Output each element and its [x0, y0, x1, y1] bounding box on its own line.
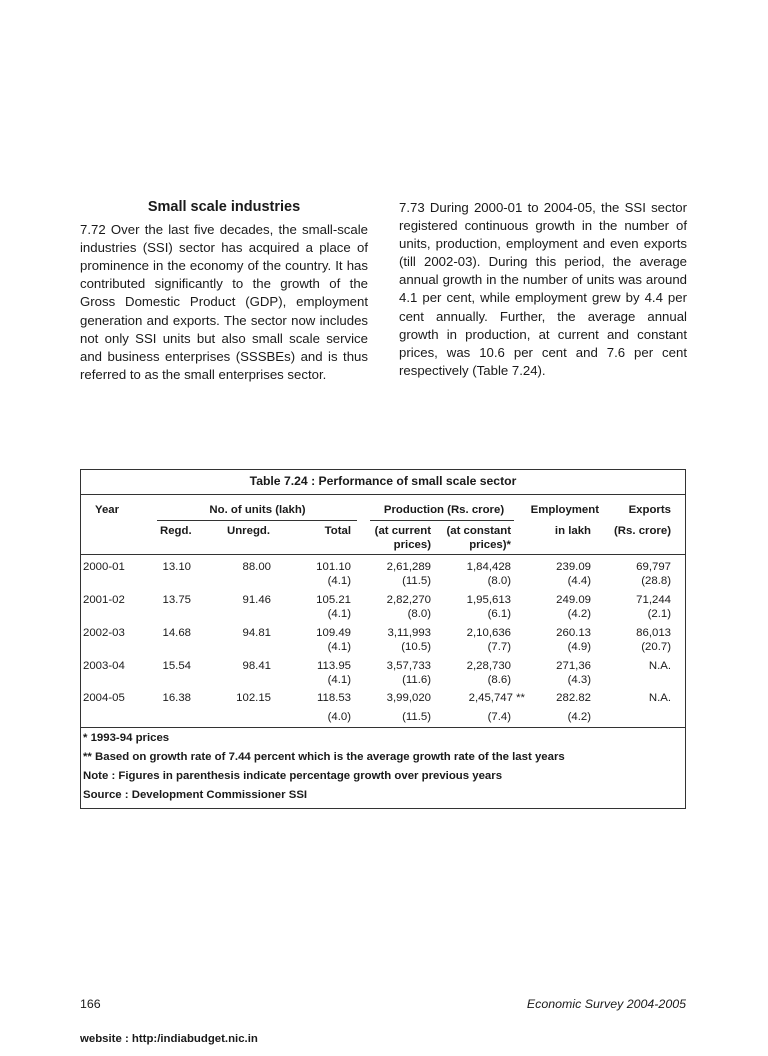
note-growth-rate: ** Based on growth rate of 7.44 percent which is the average growth rate of the last years — [83, 751, 565, 763]
left-column — [80, 198, 368, 384]
note-source: Source : Development Commissioner SSI — [83, 789, 308, 801]
caption-divider — [81, 494, 685, 495]
header-exports-2: (Rs. crore) — [614, 525, 671, 537]
right-column — [399, 199, 687, 380]
publication-title: Economic Survey 2004-2005 — [526, 997, 686, 1011]
notes-divider — [81, 727, 685, 728]
header-regd: Regd. — [160, 525, 192, 537]
production-group-rule — [370, 520, 514, 521]
header-production-group: Production (Rs. crore) — [383, 504, 505, 516]
header-constant-1: (at constant — [446, 525, 511, 537]
header-employment-2: in lakh — [554, 525, 591, 537]
header-employment-1: Employment — [530, 504, 599, 516]
header-exports-1: Exports — [628, 504, 671, 516]
page-number: 166 — [80, 997, 101, 1011]
units-group-rule — [157, 520, 357, 521]
paragraph-7-73: 7.73 During 2000-01 to 2004-05, the SSI sector registered continuous growth in the number of units, production, employment and even exports (till 2002-03). During this period, the average annual growth in the number of units was around 4.1 per cent, while employment grew by 4.4 per cent annually. Further, the average annual growth in production, at current and constant prices, was 10.6 per cent and 7.6 per cent respectively (Table 7.24). — [399, 200, 687, 378]
header-constant-2: prices)* — [469, 539, 511, 551]
note-parenthesis: Note : Figures in parenthesis indicate percentage growth over previous years — [83, 770, 503, 782]
header-unregd: Unregd. — [227, 525, 271, 537]
header-units-group: No. of units (lakh) — [209, 504, 306, 516]
header-divider — [81, 554, 685, 555]
website-link[interactable]: website : http:/indiabudget.nic.in — [80, 1033, 258, 1045]
section-heading: Small scale industries — [147, 199, 301, 215]
table-caption: Table 7.24 : Performance of small scale sector — [249, 474, 517, 488]
header-year: Year — [95, 504, 120, 516]
table-7-24: Table 7.24 : Performance of small scale sector Year No. of units (lakh) Production (Rs. crore) Employment Exports Regd. Unregd. Total (at current prices) (at constant prices)* in lakh (Rs. crore) 2000-01 13.10 88.00 101.10 (4.1) 2,61,289 (11.5) 1,84,428 (8.0) 239.09 (4.4) 69,797 (28.8) 2001-02 13.75 91.46 105.21 (4.1) 2,82,270 (8.0) 1,95,613 (6.1) 249.09 (4.2) 71,244 (2.1) 2002-03 14.68 94.81 109.49 (4.1) 3,11,993 (10.5) 2,10,636 (7.7) 260.13 (4.9) 86,013 (20.7) 2003-04 15.54 98.41 113.95 (4.1) 3,57,733 (11.6) 2,28,730 (8.6) 271,36 (4.3) N.A. 2004-05 16.38 102.15 118.53 (4.0) 3,99,020 (11.5) 2,45,747 ** (7.4) 282.82 (4.2) N.A. * 1993-94 prices ** Based on growth rate of 7.44 percent which is the average growth rate of the last years Note : Figures in parenthesis indicate percentage growth over previous years Source : Development Commissioner SSI — [80, 469, 686, 809]
paragraph-7-72: 7.72 Over the last five decades, the small-scale industries (SSI) sector has acquired a place of prominence in the economy of the country. It has contributed significantly to the growth of the Gross Domestic Product (GDP), employment generation and exports. The sector now includes not only SSI units but also small scale service and business enterprises (SSSBEs) and is thus referred to as the small enterprises sector. — [80, 222, 368, 382]
note-prices: * 1993-94 prices — [83, 732, 170, 744]
header-current-1: (at current — [374, 525, 431, 537]
header-total: Total — [324, 525, 351, 537]
header-current-2: prices) — [393, 539, 431, 551]
